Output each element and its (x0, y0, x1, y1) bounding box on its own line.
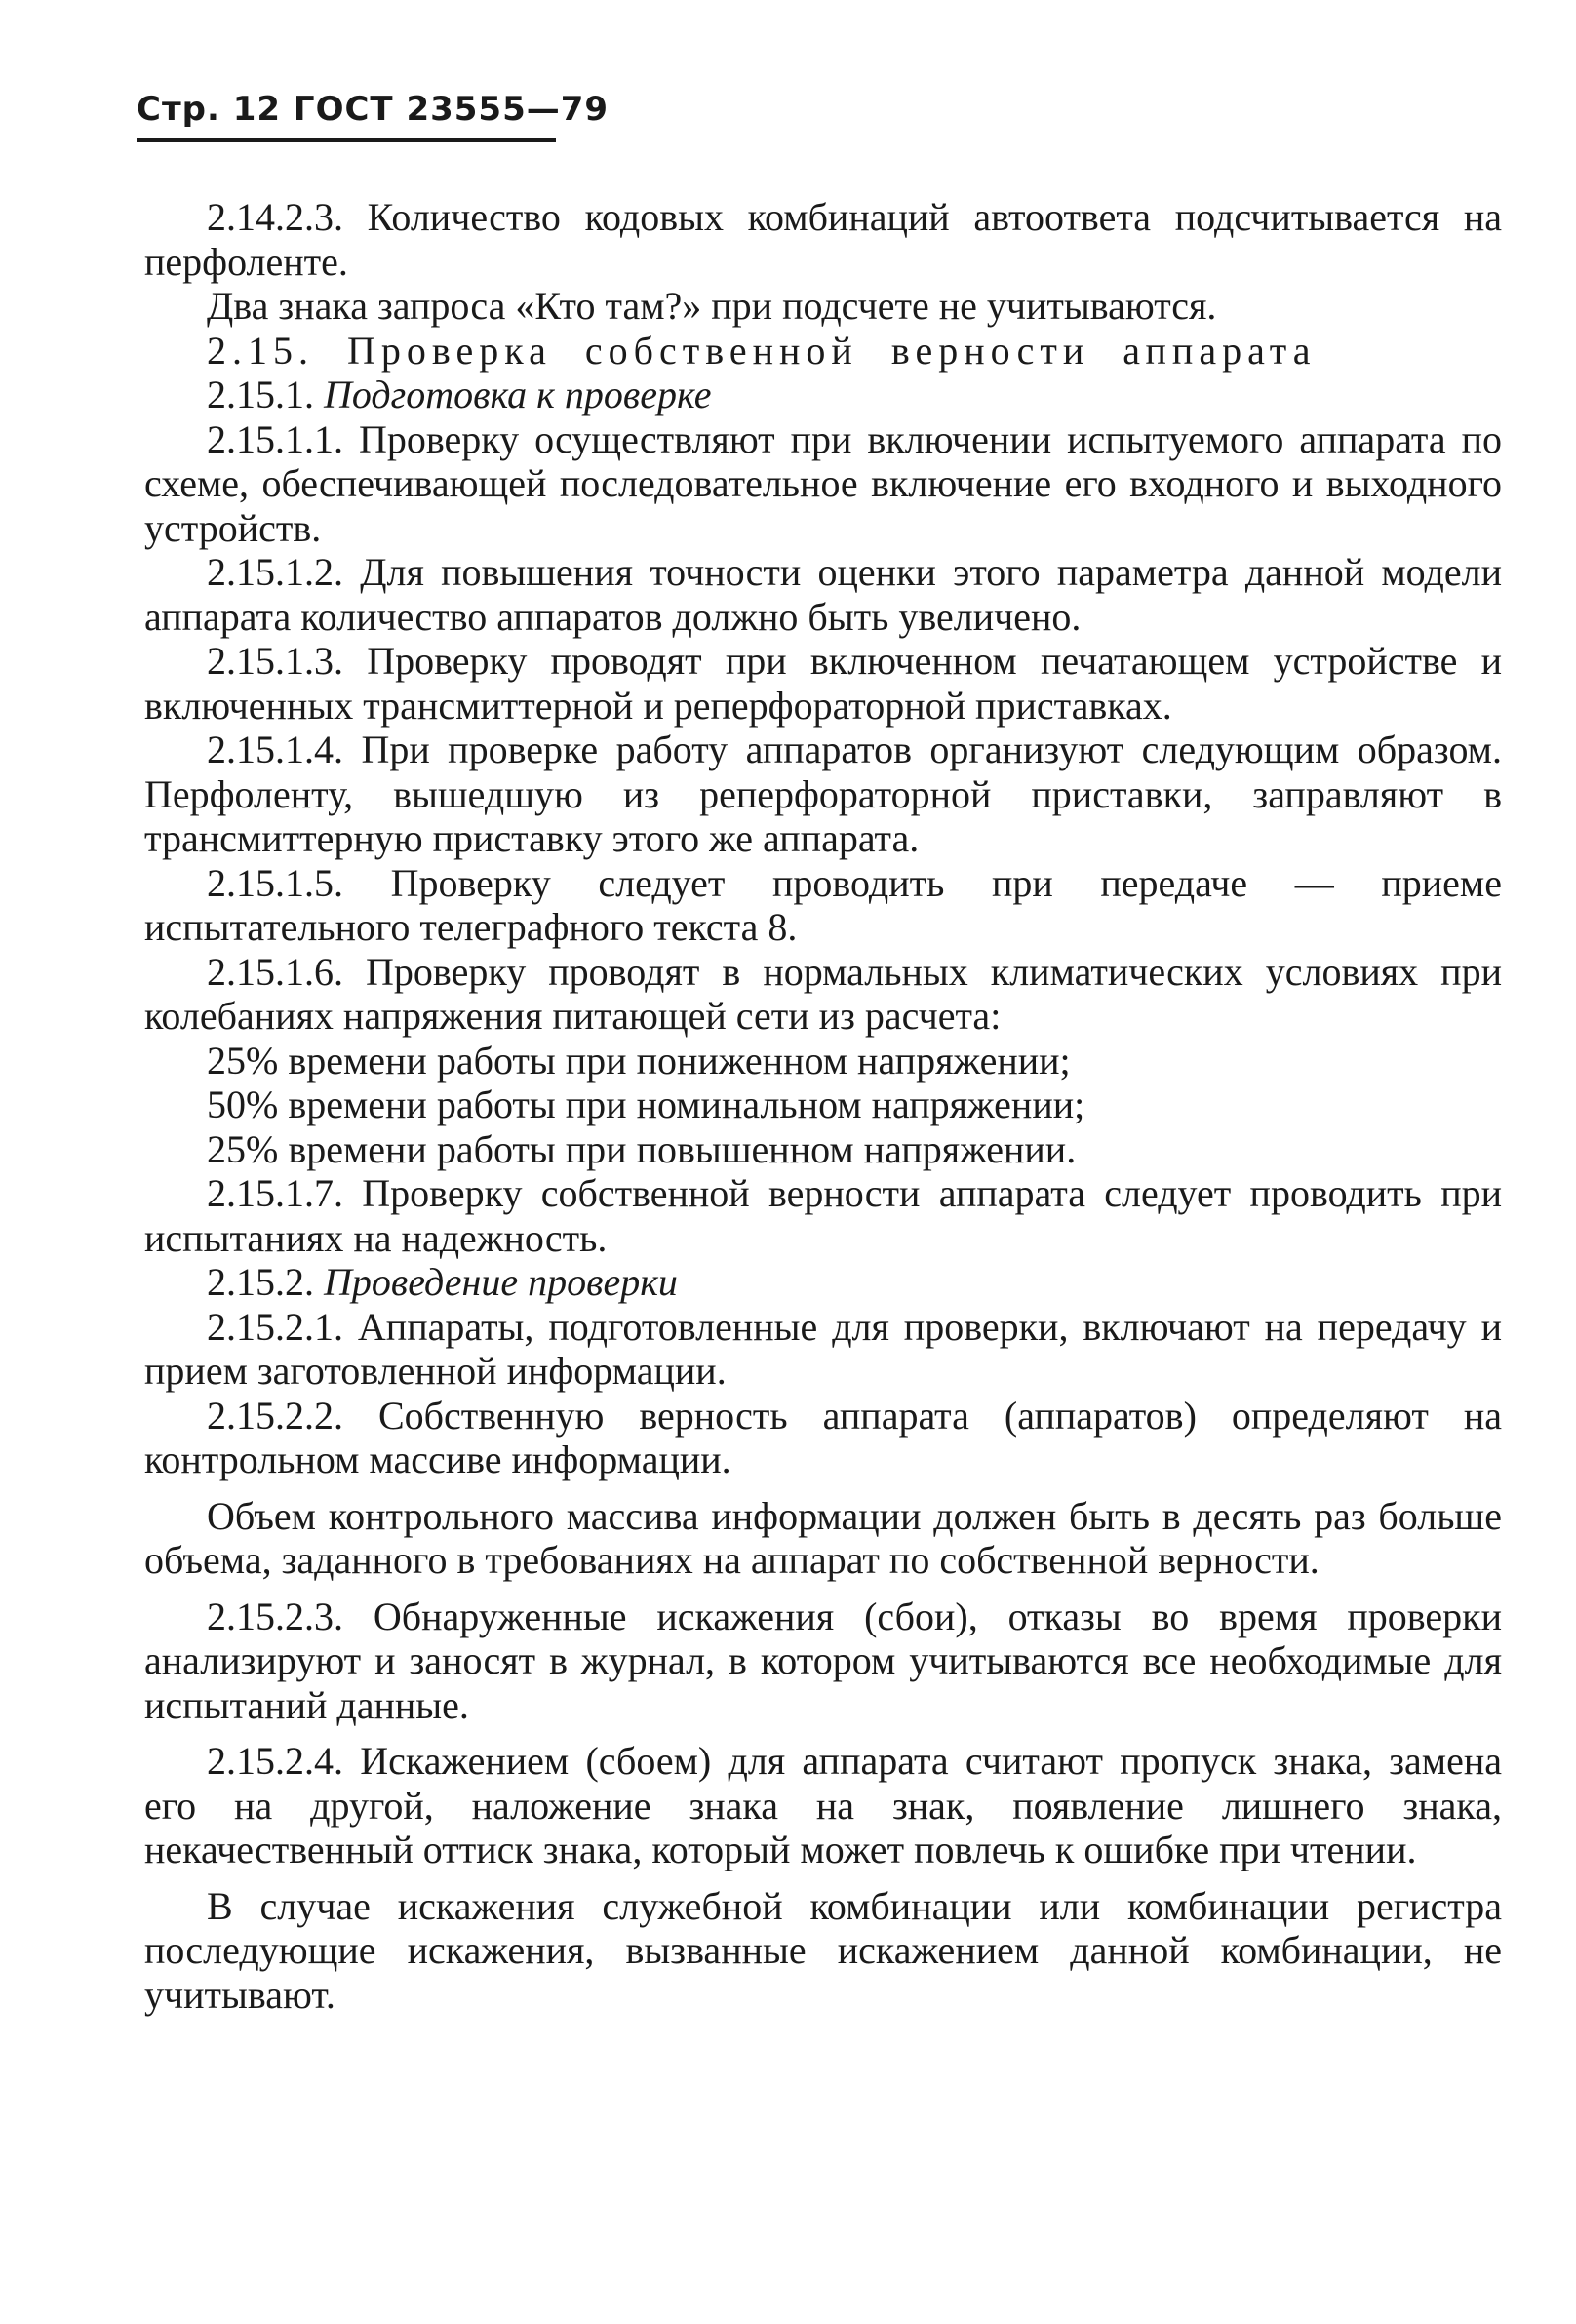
subsection-number: 2.15.1. (207, 373, 314, 416)
paragraph-service-combination: В случае искажения служебной комбинации или комбинации регистра последующие искажения, вызванные искажением данной комбинации, не учитывают. (144, 1883, 1502, 2017)
paragraph-2-15-2-4: 2.15.2.4. Искажением (сбоем) для аппарата считают пропуск знака, замена его на другой, наложение знака на знак, появление лишнего знака, некачественный оттиск знака, который может повлечь к ошибке при чтении. (144, 1739, 1502, 1871)
paragraph-2-14-2-3: 2.14.2.3. Количество кодовых комбинаций автоответа подсчитывается на перфоленте. (144, 195, 1502, 284)
section-heading-2-15: 2.15. Проверка собственной верности аппарата (207, 328, 1317, 373)
paragraph-2-15-2-2: 2.15.2.2. Собственную верность аппарата (аппаратов) определяют на контрольном массиве информации. (144, 1393, 1502, 1481)
paragraph-2-15-1-1: 2.15.1.1. Проверку осуществляют при включении испытуемого аппарата по схеме, обеспечивающей последовательное включение его входного и выходного устройств. (144, 416, 1502, 550)
subsection-heading-2-15-1 (144, 373, 1502, 417)
list-item-reduced-voltage: 25% времени работы при пониженном напряжении; (207, 1038, 1071, 1083)
paragraph-control-array-volume: Объем контрольного массива информации должен быть в десять раз больше объема, заданного в требованиях на аппарат по собственной верности. (144, 1493, 1502, 1582)
subsection-title: Проведение проверки (324, 1260, 678, 1304)
paragraph-2-15-1-6: 2.15.1.6. Проверку проводят в нормальных климатических условиях при колебаниях напряжения питающей сети из расчета: (144, 949, 1502, 1038)
paragraph-2-15-2-3: 2.15.2.3. Обнаруженные искажения (сбои), отказы во время проверки анализируют и заносят в журнал, в котором учитываются все необходимые для испытаний данные. (144, 1594, 1502, 1727)
paragraph-2-15-1-2: 2.15.1.2. Для повышения точности оценки этого параметра данной модели аппарата количество аппаратов должно быть увеличено. (144, 550, 1502, 639)
paragraph-2-15-1-4: 2.15.1.4. При проверке работу аппаратов организуют следующим образом. Перфоленту, вышедшую из реперфораторной приставки, заправляют в трансмиттерную приставку этого же аппарата. (144, 728, 1502, 860)
paragraph-2-15-2-1: 2.15.2.1. Аппараты, подготовленные для проверки, включают на передачу и прием заготовленной информации. (144, 1304, 1502, 1393)
document-body (144, 195, 1502, 2017)
subsection-title: Подготовка к проверке (324, 373, 712, 416)
list-item-increased-voltage: 25% времени работы при повышенном напряжении. (207, 1126, 1077, 1171)
subsection-heading-2-15-2 (144, 1260, 1502, 1305)
paragraph-note-request-signs: Два знака запроса «Кто там?» при подсчете не учитываются. (207, 284, 1217, 328)
paragraph-2-15-1-3: 2.15.1.3. Проверку проводят при включенном печатающем устройстве и включенных трансмиттерной и реперфораторной приставках. (144, 639, 1502, 728)
subsection-number: 2.15.2. (207, 1260, 314, 1304)
header-rule (137, 138, 556, 142)
page-header: Стр. 12 ГОСТ 23555—79 (137, 90, 610, 129)
paragraph-2-15-1-5: 2.15.1.5. Проверку следует проводить при передаче — приеме испытательного телеграфного текста 8. (144, 860, 1502, 949)
list-item-nominal-voltage: 50% времени работы при номинальном напряжении; (207, 1083, 1085, 1126)
paragraph-2-15-1-7: 2.15.1.7. Проверку собственной верности аппарата следует проводить при испытаниях на надежность. (144, 1171, 1502, 1260)
